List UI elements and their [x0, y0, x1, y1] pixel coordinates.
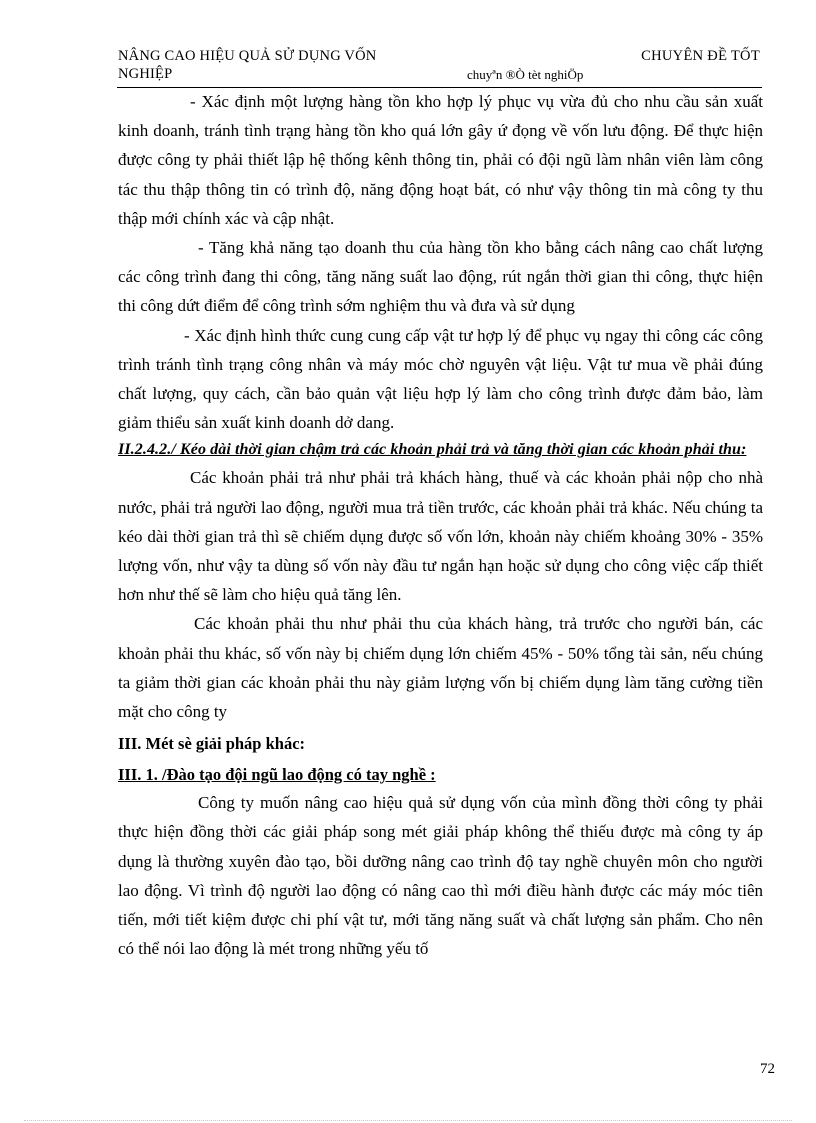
- page-number: 72: [760, 1061, 775, 1077]
- section-heading-other-solutions: III. Mét sè giải pháp khác:: [118, 734, 306, 754]
- paragraph-material-supply: - Xác định hình thức cung cung cấp vật tư hợp lý để phục vụ ngay thi công các công trình tránh tình trạng công nhân và máy móc chờ nguyên vật liệu. Vật tư mua về phải đúng chất lượng, quy cách, cần bảo quản vật liệu hợp lý làm cho công trình được đảm bảo, làm giảm thiểu sản xuất kinh doanh dở dang.: [118, 325, 763, 433]
- paragraph-receivables: Các khoản phải thu như phải thu của khách hàng, trả trước cho người bán, các khoản phải thu khác, số vốn này bị chiếm dụng lớn chiếm 45% - 50% tổng tài sản, nếu chúng ta giảm thời gian các khoản phải thu này giảm lượng vốn bị chiếm dụng làm tăng cường tiền mặt cho công ty: [118, 614, 763, 722]
- header-title-left: [118, 47, 376, 83]
- header-title-line2: NGHIỆP: [118, 66, 173, 82]
- document-body: [118, 87, 763, 963]
- header-title-right: CHUYÊN ĐỀ TỐT: [641, 48, 760, 64]
- section-heading-training: III. 1. /Đào tạo đội ngũ lao động có tay nghề :: [118, 765, 436, 785]
- paragraph-payables: Các khoản phải trả như phải trả khách hàng, thuế và các khoản phải nộp cho nhà nước, phải trả người lao động, người mua trả tiền trước, các khoản phải trả khác. Nếu chúng ta kéo dài thời gian trả thì sẽ chiếm dụng được số vốn lớn, khoản này chiếm khoảng 30% - 35% lượng vốn, như vậy ta dùng số vốn này đầu tư ngắn hạn hoặc sử dụng cho công việc cấp thiết hơn như thế sẽ làm cho hiệu quả tăng lên.: [118, 468, 763, 605]
- header-subtitle: chuyªn ®Ò tèt nghiÖp: [467, 67, 584, 82]
- paragraph-inventory-level: - Xác định một lượng hàng tồn kho hợp lý phục vụ vừa đủ cho nhu cầu sản xuất kinh doanh, tránh tình trạng hàng tồn kho quá lớn gây ứ đọng về vốn lưu động. Để thực hiện được công ty phải thiết lập hệ thống kênh thông tin, phải có đội ngũ làm nhân viên làm công tác thu thập thông tin có trình độ, năng động hoạt bát, có như vậy thông tin mà công ty thu thập mới chính xác và cập nhật.: [118, 92, 763, 228]
- page-bottom-border: [24, 1120, 792, 1121]
- section-heading-payables: II.2.4.2./ Kéo dài thời gian chậm trả các khoản phải trả và tăng thời gian các khoản phải thu:: [118, 441, 747, 459]
- paragraph-inventory-revenue: - Tăng khả năng tạo doanh thu của hàng tồn kho bằng cách nâng cao chất lượng các công trình đang thi công, tăng năng suất lao động, rút ngắn thời gian thi công, thực hiện thi công dứt điểm để công trình sớm nghiệm thu và đưa và sử dụng: [118, 238, 763, 316]
- paragraph-training: Công ty muốn nâng cao hiệu quả sử dụng vốn của mình đồng thời công ty phải thực hiện đồng thời các giải pháp song mét giải pháp không thể thiếu được mà công ty áp dụng là thường xuyên đào tạo, bồi dưỡng nâng cao trình độ tay nghề chuyên môn cho người lao động. Vì trình độ người lao động có nâng cao thì mới điều hành được các máy móc tiên tiến, mới tiết kiệm được chi phí vật tư, mới tăng năng suất và chất lượng sản phẩm. Cho nên có thể nói lao động là mét trong những yếu tố: [118, 793, 763, 959]
- header-title-line1: NÂNG CAO HIỆU QUẢ SỬ DỤNG VỐN: [118, 48, 377, 64]
